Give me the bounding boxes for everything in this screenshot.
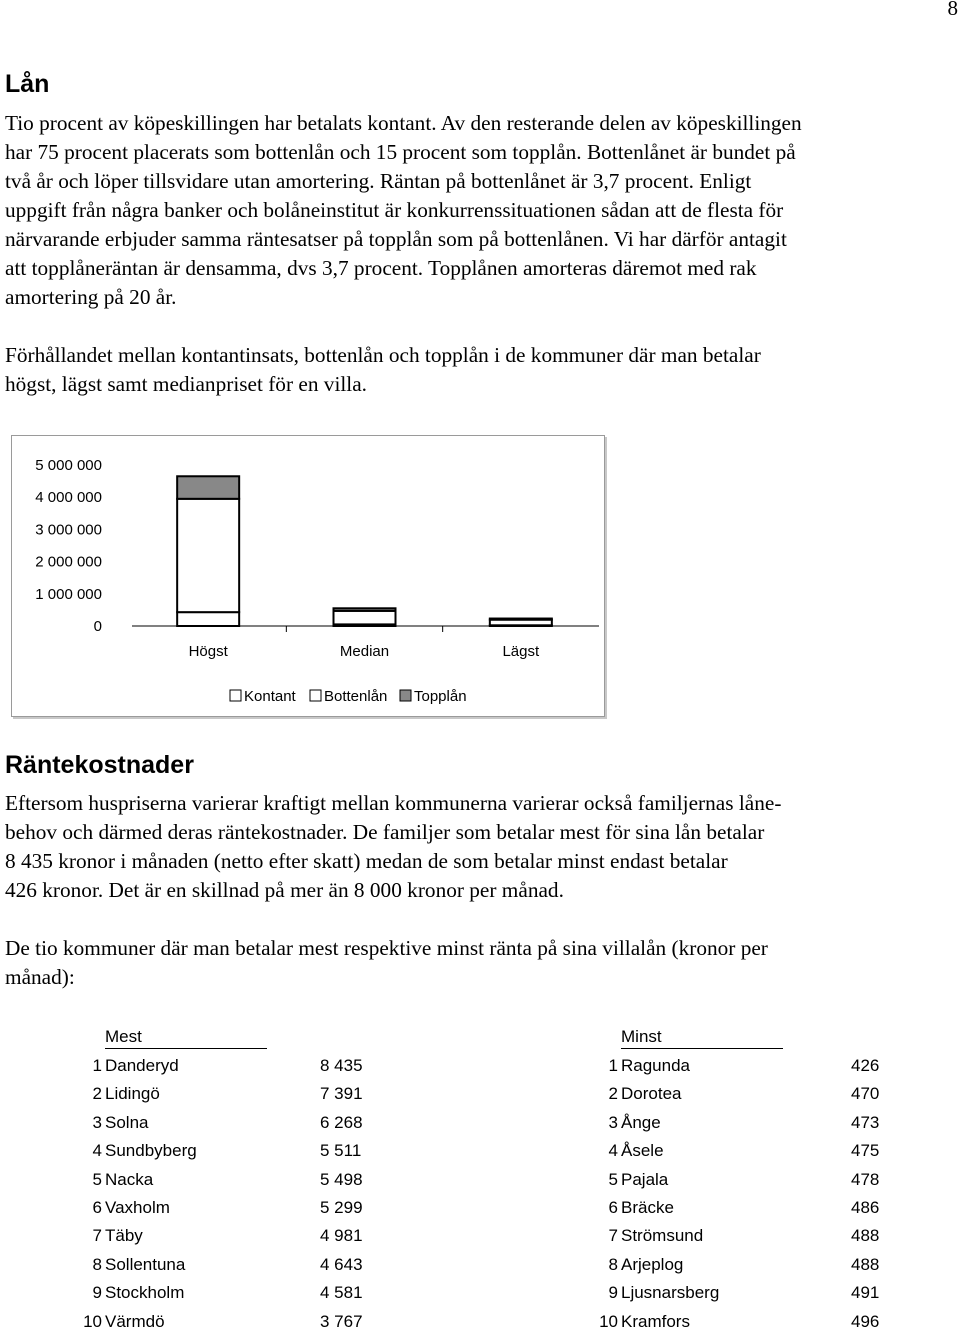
table-row [81,1113,381,1137]
rank-cell: 5 [608,1169,618,1189]
rank-cell: 5 [92,1169,102,1189]
value-cell: 473 [851,1112,880,1132]
rank-cell: 6 [92,1198,102,1217]
page-number: 8 [947,0,958,20]
municipality-cell: Ljusnarsberg [621,1283,720,1303]
rank-cell: 2 [92,1084,102,1104]
table-row [597,1283,897,1307]
y-tick-label: 5 000 000 [35,457,102,474]
heading-lan: Lån [5,70,50,98]
value-cell: 496 [851,1311,880,1331]
table-row [597,1141,897,1165]
table-most [81,1027,381,1333]
value-cell: 491 [851,1283,880,1303]
x-tick-label: Högst [188,643,228,660]
value-cell: 5 299 [320,1198,363,1217]
value-cell: 475 [851,1141,880,1161]
value-cell: 3 767 [320,1311,363,1331]
text-line: att topplåneräntan är densamma, dvs 3,7 procent. Topplånen amorteras däremot med rak [5,256,757,280]
bar-topplån [334,608,396,611]
value-cell: 478 [851,1169,880,1189]
text-line: högst, lägst samt medianpriset för en villa. [5,372,367,396]
table-row [597,1198,897,1222]
table-row [597,1255,897,1279]
municipality-cell: Arjeplog [621,1254,684,1274]
rank-cell: 6 [608,1198,618,1217]
municipality-cell: Pajala [621,1169,669,1189]
table-row [81,1255,381,1279]
municipality-cell: Lidingö [105,1084,160,1104]
value-cell: 4 981 [320,1226,363,1246]
legend-swatch [310,690,321,701]
table-row [81,1283,381,1307]
legend-swatch [400,690,411,701]
rank-cell: 4 [92,1141,102,1161]
table-row [597,1113,897,1137]
text-line: Förhållandet mellan kontantinsats, bottenlån och topplån i de kommuner där man betalar [5,343,761,367]
municipality-cell: Bräcke [621,1198,674,1217]
table-row [81,1170,381,1194]
rank-cell: 1 [92,1056,102,1075]
table-least-header: Minst [621,1027,783,1049]
municipality-cell: Ånge [621,1112,661,1132]
rank-cell: 7 [92,1226,102,1246]
value-cell: 486 [851,1198,880,1217]
interest-paragraph-2 [5,934,958,992]
table-row [81,1084,381,1108]
rank-cell: 10 [599,1311,618,1331]
municipality-cell: Värmdö [105,1311,165,1331]
municipality-cell: Danderyd [105,1056,179,1075]
value-cell: 8 435 [320,1056,363,1075]
value-cell: 470 [851,1084,880,1104]
interest-paragraph-1 [5,789,958,905]
municipality-cell: Täby [105,1226,143,1246]
rank-cell: 9 [608,1283,618,1303]
table-row [597,1170,897,1194]
text-line: 426 kronor. Det är en skillnad på mer än 8 000 kronor per månad. [5,878,564,902]
bar-kontant [177,612,239,626]
rank-cell: 2 [608,1084,618,1104]
loan-chart [11,435,605,717]
municipality-cell: Kramfors [621,1311,690,1331]
bar-topplån [177,476,239,499]
legend-label: Kontant [244,688,296,705]
legend-label: Topplån [414,688,467,705]
text-line: Eftersom huspriserna varierar kraftigt mellan kommunerna varierar också familjernas låne- [5,791,782,815]
text-line: månad): [5,965,75,989]
rank-cell: 3 [608,1112,618,1132]
y-tick-label: 4 000 000 [35,489,102,507]
loan-paragraph-2 [5,341,958,399]
value-cell: 7 391 [320,1084,363,1104]
bar-topplån [490,619,552,620]
table-least [597,1027,897,1333]
municipality-cell: Vaxholm [105,1198,170,1217]
rank-cell: 8 [92,1254,102,1274]
rank-cell: 1 [608,1056,618,1075]
text-line: amortering på 20 år. [5,285,177,309]
loan-paragraph-1 [5,109,958,312]
text-line: behov och därmed deras räntekostnader. De familjer som betalar mest för sina lån betalar [5,820,765,844]
text-line: två år och löper tillsvidare utan amortering. Räntan på bottenlånet är 3,7 procent. Enligt [5,169,752,193]
value-cell: 488 [851,1254,880,1274]
value-cell: 426 [851,1056,880,1075]
heading-rantekostnader: Räntekostnader [5,751,194,779]
table-row [597,1056,897,1080]
y-tick-label: 2 000 000 [35,553,102,571]
x-tick-label: Median [339,643,390,660]
text-line: har 75 procent placerats som bottenlån och 15 procent som topplån. Bottenlånet är bundet på [5,140,796,164]
table-row [597,1084,897,1108]
text-line: närvarande erbjuder samma räntesatser på topplån som på bottenlånen. Vi har därför antagit [5,227,787,251]
rank-cell: 8 [608,1254,618,1274]
table-row [81,1226,381,1250]
municipality-cell: Dorotea [621,1084,682,1104]
legend-label: Bottenlån [324,688,388,705]
table-row [597,1312,897,1336]
rank-cell: 4 [608,1141,618,1161]
rank-cell: 10 [83,1311,102,1331]
bar-bottenlån [177,499,239,612]
table-row [81,1312,381,1336]
text-line: uppgift från några banker och bolåneinstitut är konkurrenssituationen sådan att de flesta för [5,198,784,222]
table-most-header: Mest [105,1027,267,1049]
y-tick-label: 1 000 000 [35,585,102,603]
text-line: De tio kommuner där man betalar mest respektive minst ränta på sina villalån (kronor per [5,936,768,960]
value-cell: 5 511 [320,1141,362,1161]
legend-swatch [230,690,241,701]
loan-chart-svg [12,436,604,716]
value-cell: 6 268 [320,1112,363,1132]
value-cell: 488 [851,1226,880,1246]
municipality-cell: Stockholm [105,1283,185,1303]
municipality-cell: Sollentuna [105,1254,186,1274]
municipality-cell: Sundbyberg [105,1141,197,1161]
table-row [81,1141,381,1165]
y-tick-label: 3 000 000 [35,521,102,539]
x-tick-label: Lägst [502,643,540,660]
text-line: 8 435 kronor i månaden (netto efter skatt) medan de som betalar minst endast betalar [5,849,728,873]
rank-cell: 3 [92,1112,102,1132]
rank-cell: 9 [92,1283,102,1303]
rank-cell: 7 [608,1226,618,1246]
municipality-cell: Strömsund [621,1226,704,1246]
table-row [597,1226,897,1250]
municipality-cell: Nacka [105,1169,154,1189]
text-line: Tio procent av köpeskillingen har betalats kontant. Av den resterande delen av köpeskillingen [5,111,802,135]
table-row [81,1056,381,1080]
value-cell: 4 643 [320,1254,363,1274]
municipality-cell: Åsele [621,1141,664,1161]
table-row [81,1198,381,1222]
value-cell: 5 498 [320,1169,363,1189]
y-tick-label: 0 [93,618,102,635]
municipality-cell: Ragunda [621,1056,691,1075]
bar-bottenlån [334,611,396,625]
value-cell: 4 581 [320,1283,363,1303]
municipality-cell: Solna [105,1112,149,1132]
